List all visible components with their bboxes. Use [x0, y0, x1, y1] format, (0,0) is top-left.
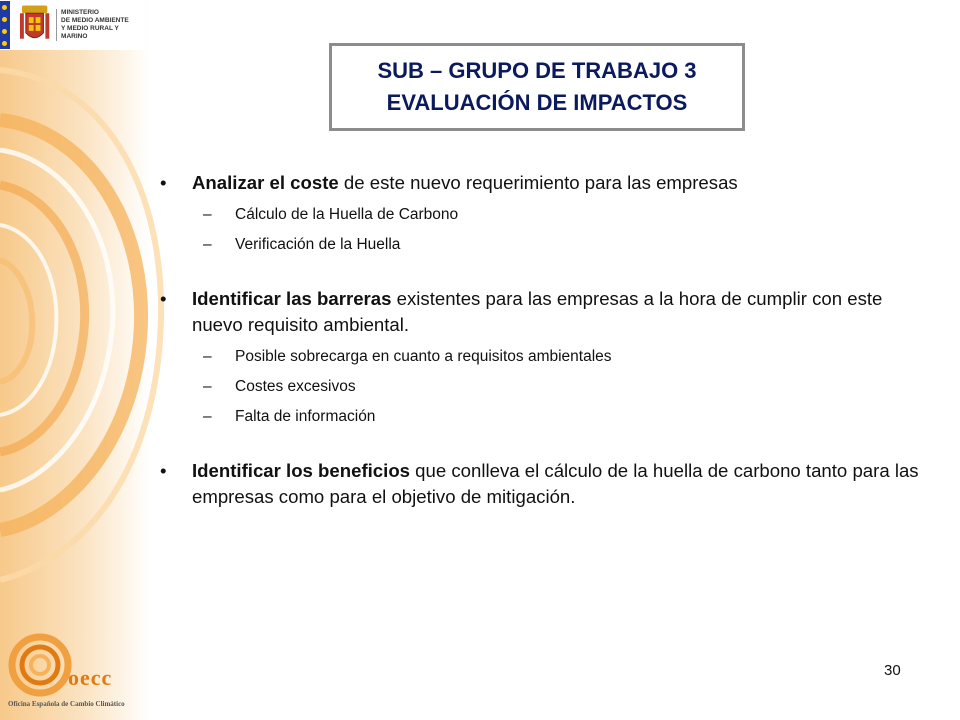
- bullet-item: [160, 170, 920, 196]
- sub-bullet-item: [160, 200, 920, 230]
- bullet-bold-text: Identificar las barreras: [192, 288, 392, 309]
- sub-bullet-item: [160, 230, 920, 260]
- bullet-list: [160, 170, 920, 514]
- eu-flag-icon: [0, 1, 10, 49]
- sub-bullet-item: [160, 372, 920, 402]
- coat-of-arms-icon: [18, 3, 51, 47]
- bullet-text: de este nuevo requerimiento para las empresas: [338, 172, 738, 193]
- bullet-text: que conlleva el cálculo de la huella de carbono tanto para las empresas como para el objetivo de mitigación.: [192, 460, 919, 507]
- sub-bullet-marker: –: [203, 206, 212, 223]
- title-line-2: EVALUACIÓN DE IMPACTOS: [386, 90, 688, 115]
- sub-bullet-marker: –: [203, 378, 212, 395]
- sub-bullet-marker: –: [203, 408, 212, 425]
- ministry-line-3: Y MEDIO RURAL Y MARINO: [61, 25, 119, 40]
- sub-bullet-marker: –: [203, 348, 212, 365]
- bullet-text: existentes para las empresas a la hora de cumplir con este nuevo requisito ambiental.: [192, 288, 883, 335]
- oecc-wordmark: oecc: [68, 665, 113, 690]
- bullet-marker: •: [160, 172, 167, 193]
- sub-bullet-item: [160, 402, 920, 432]
- sub-bullet-text: Cálculo de la Huella de Carbono: [235, 206, 459, 223]
- bullet-item: [160, 286, 920, 338]
- sub-bullet-text: Falta de información: [235, 408, 376, 425]
- oecc-subtitle: Oficina Española de Cambio Climático: [8, 700, 125, 708]
- title-line-1: SUB – GRUPO DE TRABAJO 3: [377, 58, 697, 83]
- swirl-decoration: [0, 0, 170, 720]
- ministry-name: [56, 9, 145, 41]
- sub-bullet-text: Posible sobrecarga en cuanto a requisitos ambientales: [235, 348, 612, 365]
- bullet-marker: •: [160, 288, 167, 309]
- title-box: [329, 43, 745, 131]
- sub-bullet-marker: –: [203, 236, 212, 253]
- bullet-bold-text: Analizar el coste: [192, 172, 339, 193]
- bullet-item: [160, 458, 920, 510]
- ministry-line-1: MINISTERIO: [61, 9, 99, 16]
- ministry-line-2: DE MEDIO AMBIENTE: [61, 17, 129, 24]
- sub-bullet-text: Costes excesivos: [235, 378, 356, 395]
- bullet-marker: •: [160, 460, 167, 481]
- bullet-bold-text: Identificar los beneficios: [192, 460, 411, 481]
- page-number: 30: [884, 662, 901, 679]
- ministry-logo: [0, 0, 145, 50]
- sub-bullet-text: Verificación de la Huella: [235, 236, 401, 253]
- sub-bullet-item: [160, 342, 920, 372]
